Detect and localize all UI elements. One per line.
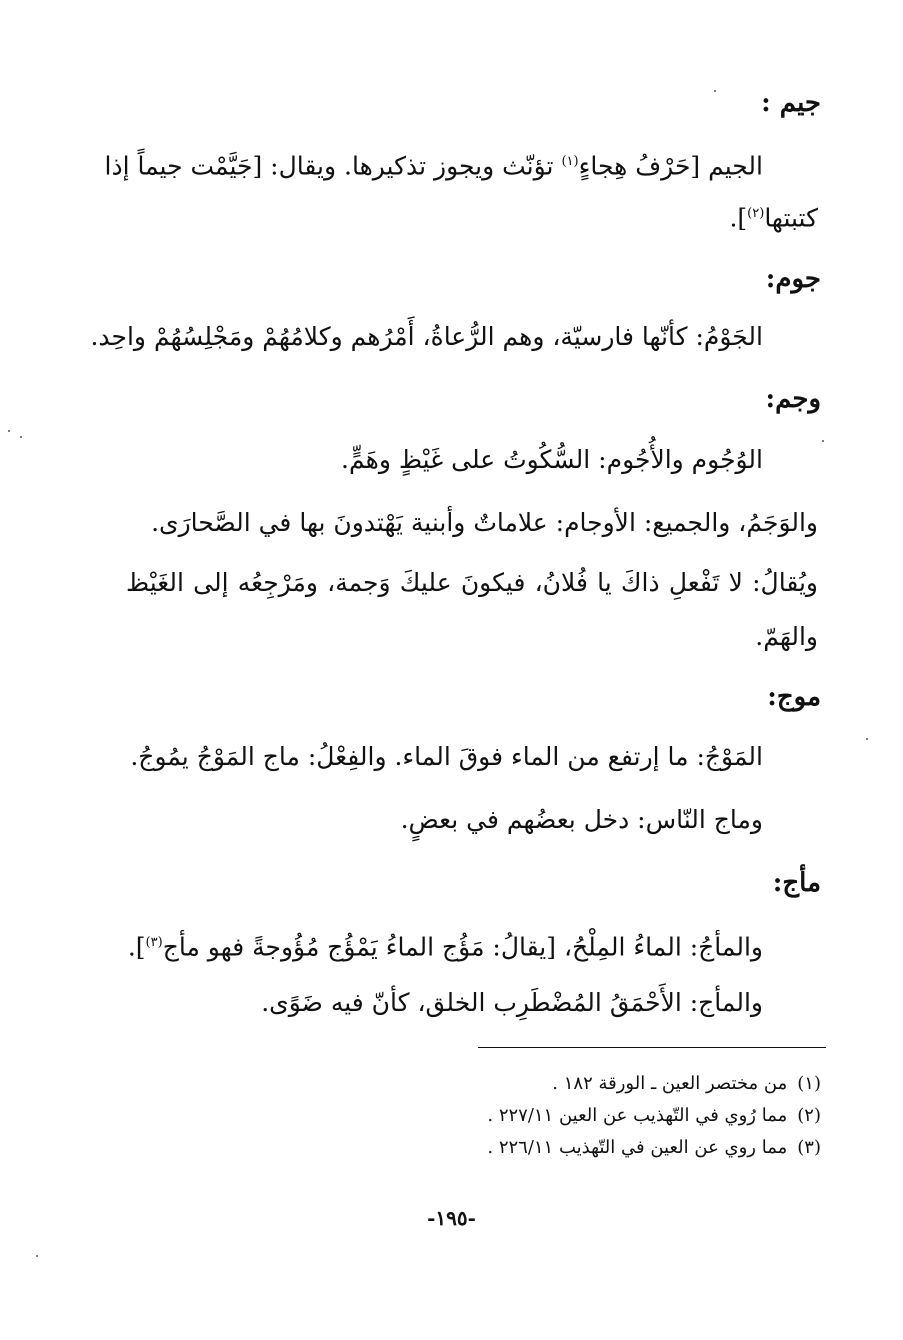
footnote-number: (٢) bbox=[797, 1105, 821, 1126]
entry-heading-mwj: موج: bbox=[767, 682, 821, 712]
text-run: ]. bbox=[127, 932, 146, 962]
entry-text-line: والهَمّ. bbox=[755, 622, 818, 651]
footnote-text: مما روي عن العين في التّهذيب ٢٢٦/١١ . bbox=[487, 1137, 788, 1158]
entry-heading-jwm: جوم: bbox=[765, 264, 821, 294]
entry-heading-jym: جيم : bbox=[761, 88, 821, 118]
footnote-text: من مختصر العين ـ الورقة ١٨٢ . bbox=[552, 1073, 788, 1094]
entry-text-line bbox=[104, 145, 763, 183]
footnote bbox=[300, 1135, 821, 1161]
text-run: الجيم [حَرْفُ هِجاءٍ bbox=[578, 151, 763, 181]
scan-speck bbox=[714, 90, 716, 92]
entry-heading-mij: مأج: bbox=[772, 868, 821, 898]
scan-speck bbox=[866, 738, 868, 740]
entry-text-line bbox=[120, 926, 763, 964]
scan-speck bbox=[36, 1255, 38, 1257]
text-run: تؤنّث ويجوز تذكيرها. ويقال: [جَيَّمْت جيماً إذا bbox=[104, 151, 562, 181]
footnote-ref: (١) bbox=[561, 154, 579, 169]
entry-text-line: المَوْجُ: ما إرتفع من الماء فوقَ الماء. والفِعْلُ: ماج المَوْجُ يمُوجُ. bbox=[130, 742, 763, 771]
footnote-divider bbox=[478, 1047, 826, 1048]
footnote bbox=[300, 1071, 821, 1097]
entry-heading-wjm: وجم: bbox=[765, 384, 821, 414]
scan-speck bbox=[20, 436, 22, 438]
footnote-number: (١) bbox=[797, 1073, 821, 1094]
footnote-text: مما رُوي في التّهذيب عن العين ٢٢٧/١١ . bbox=[487, 1105, 788, 1126]
footnote-ref: (٢) bbox=[747, 206, 765, 221]
footnote bbox=[300, 1103, 821, 1129]
page-number: -١٩٥- bbox=[427, 1206, 476, 1230]
footnote-ref: (٣) bbox=[145, 935, 163, 950]
entry-text-line: ويُقالُ: لا تَفْعلِ ذاكَ يا فُلانُ، فيكونَ عليكَ وَجمة، ومَرْجِعُه إلى الغَيْظ bbox=[126, 568, 818, 597]
entry-text-line: والوَجَمُ، والجميع: الأوجام: علاماتٌ وأبنية يَهْتدونَ بها في الصَّحارَى. bbox=[151, 508, 818, 537]
scan-speck bbox=[8, 430, 10, 432]
entry-text-line: والمأج: الأَحْمَقُ المُضْطَرِب الخلق، كأنّ فيه ضَوًى. bbox=[261, 988, 763, 1017]
text-run: كتبتها bbox=[764, 203, 818, 233]
entry-text-line: الوُجُوم والأُجُوم: السُّكُوتُ على غَيْظٍ وهَمٍّ. bbox=[341, 445, 763, 474]
text-run: ]. bbox=[729, 203, 748, 233]
text-run: والمأجُ: الماءُ المِلْحُ، [يقالُ: مَؤُج الماءُ يَمْؤُج مُؤُوجةً فهو مأج bbox=[162, 932, 763, 962]
scan-speck bbox=[822, 440, 824, 442]
footnote-number: (٣) bbox=[797, 1137, 821, 1158]
entry-text-line bbox=[120, 197, 818, 235]
entry-text-line: الجَوْمُ: كأنّها فارسيّة، وهم الرُّعاةُ، أَمْرُهم وكلامُهُمْ ومَجْلِسُهُمْ واحِد. bbox=[90, 322, 763, 351]
entry-text-line: وماج النّاس: دخل بعضُهم في بعضٍ. bbox=[400, 805, 763, 834]
